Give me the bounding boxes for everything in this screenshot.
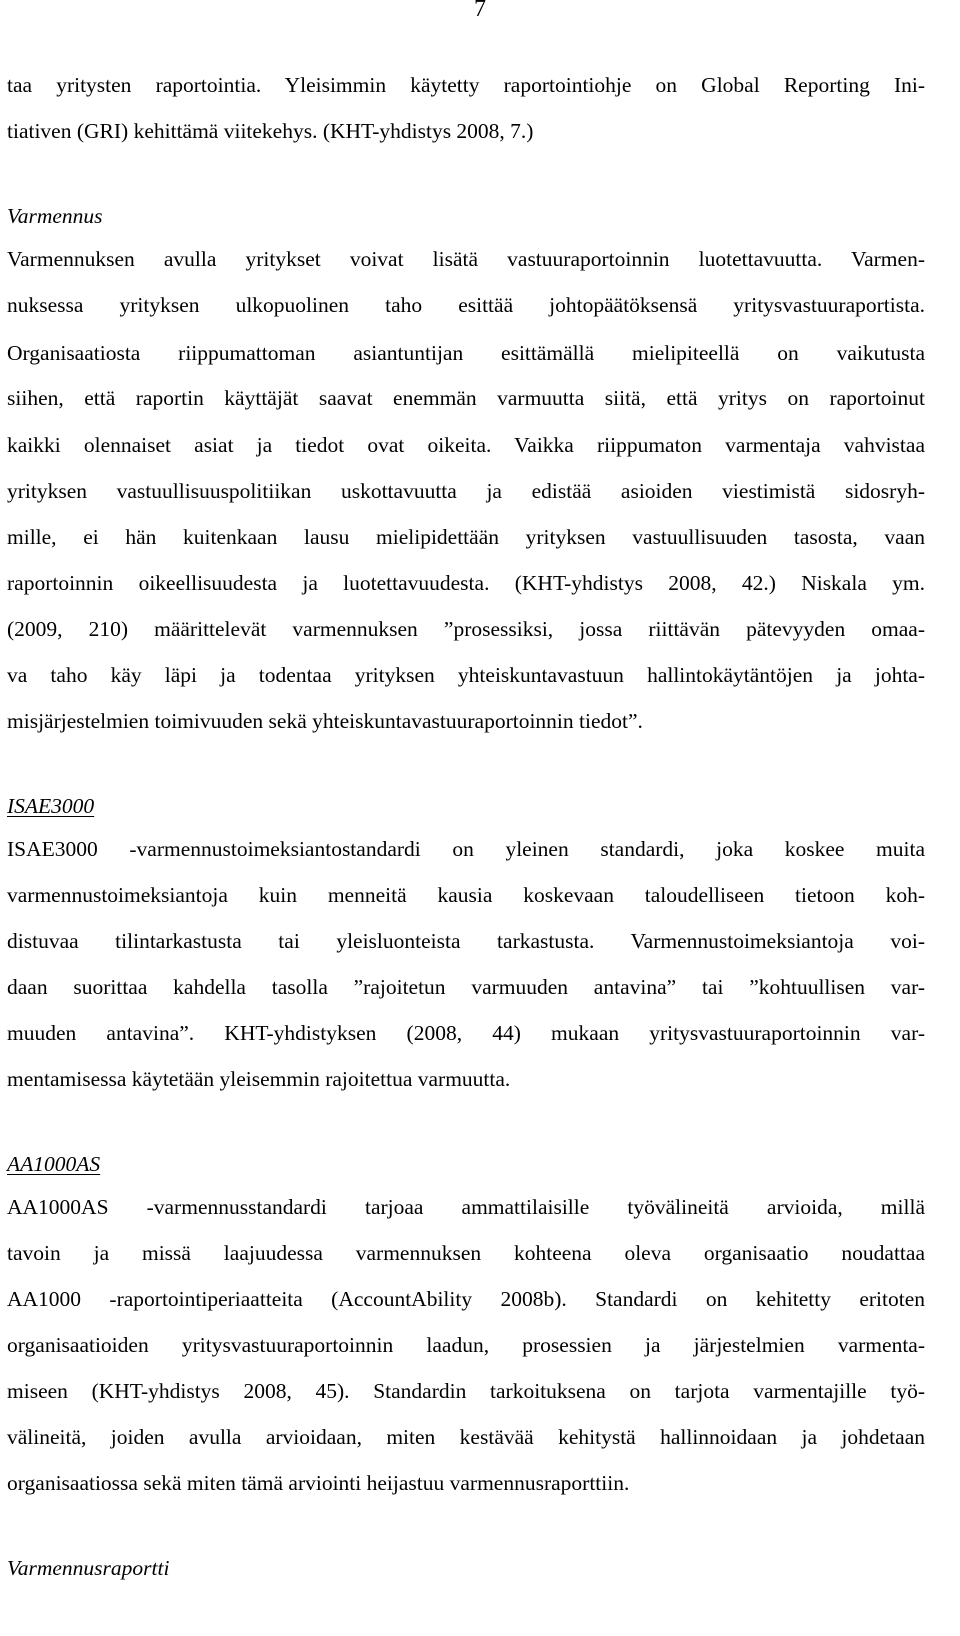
- text-line: kaikki olennaiset asiat ja tiedot ovat oikeita. Vaikka riippumaton varmentaja vahvistaa: [7, 433, 925, 457]
- text-line: ISAE3000 -varmennustoimeksiantostandardi on yleinen standardi, joka koskee muita: [7, 837, 925, 861]
- text-line: tavoin ja missä laajuudessa varmennuksen kohteena oleva organisaatio noudattaa: [7, 1241, 925, 1265]
- text-line: Varmennuksen avulla yritykset voivat lisätä vastuuraportoinnin luotettavuutta. Varmen-: [7, 247, 925, 271]
- text-line: nuksessa yrityksen ulkopuolinen taho esittää johtopäätöksensä yritysvastuuraportista.: [7, 293, 925, 317]
- text-line: yrityksen vastuullisuuspolitiikan uskottavuutta ja edistää asioiden viestimistä sidosryh-: [7, 479, 925, 503]
- text-line: välineitä, joiden avulla arvioidaan, miten kestävää kehitystä hallinnoidaan ja johdetaan: [7, 1425, 925, 1449]
- text-line: tiativen (GRI) kehittämä viitekehys. (KHT-yhdistys 2008, 7.): [7, 119, 534, 143]
- text-line: va taho käy läpi ja todentaa yrityksen yhteiskuntavastuun hallintokäytäntöjen ja johta-: [7, 663, 925, 687]
- text-line: daan suorittaa kahdella tasolla ”rajoitetun varmuuden antavina” tai ”kohtuullisen var-: [7, 975, 925, 999]
- text-line: misjärjestelmien toimivuuden sekä yhteiskuntavastuuraportoinnin tiedot”.: [7, 709, 643, 733]
- text-line: mentamisessa käytetään yleisemmin rajoitettua varmuutta.: [7, 1067, 511, 1091]
- section-heading: ISAE3000: [7, 794, 95, 818]
- section-heading: Varmennusraportti: [7, 1556, 170, 1580]
- text-line: (2009, 210) määrittelevät varmennuksen ”prosessiksi, jossa riittävän pätevyyden omaa-: [7, 617, 925, 641]
- section-heading: AA1000AS: [7, 1152, 101, 1176]
- page-number: 7: [474, 0, 486, 22]
- text-line: raportoinnin oikeellisuudesta ja luotettavuudesta. (KHT-yhdistys 2008, 42.) Niskala ym.: [7, 571, 925, 595]
- text-line: varmennustoimeksiantoja kuin menneitä kausia koskevaan taloudelliseen tietoon koh-: [7, 883, 925, 907]
- text-line: organisaatioiden yritysvastuuraportoinnin laadun, prosessien ja järjestelmien varmenta-: [7, 1333, 925, 1357]
- text-line: mille, ei hän kuitenkaan lausu mielipidettään yrityksen vastuullisuuden tasosta, vaan: [7, 525, 925, 549]
- text-line: organisaatiossa sekä miten tämä arviointi heijastuu varmennusraporttiin.: [7, 1471, 630, 1495]
- text-line: Organisaatiosta riippumattoman asiantuntijan esittämällä mielipiteellä on vaikutusta: [7, 341, 925, 365]
- text-line: muuden antavina”. KHT-yhdistyksen (2008, 44) mukaan yritysvastuuraportoinnin var-: [7, 1021, 925, 1045]
- text-line: miseen (KHT-yhdistys 2008, 45). Standardin tarkoituksena on tarjota varmentajille työ-: [7, 1379, 925, 1403]
- text-line: AA1000AS -varmennusstandardi tarjoaa ammattilaisille työvälineitä arvioida, millä: [7, 1195, 925, 1219]
- text-line: taa yritysten raportointia. Yleisimmin käytetty raportointiohje on Global Reporting Ini-: [7, 73, 925, 97]
- text-line: AA1000 -raportointiperiaatteita (AccountAbility 2008b). Standardi on kehitetty eritoten: [7, 1287, 925, 1311]
- text-line: distuvaa tilintarkastusta tai yleisluonteista tarkastusta. Varmennustoimeksiantoja voi-: [7, 929, 925, 953]
- text-line: siihen, että raportin käyttäjät saavat enemmän varmuutta siitä, että yritys on raportoinut: [7, 386, 925, 410]
- section-heading: Varmennus: [7, 204, 103, 228]
